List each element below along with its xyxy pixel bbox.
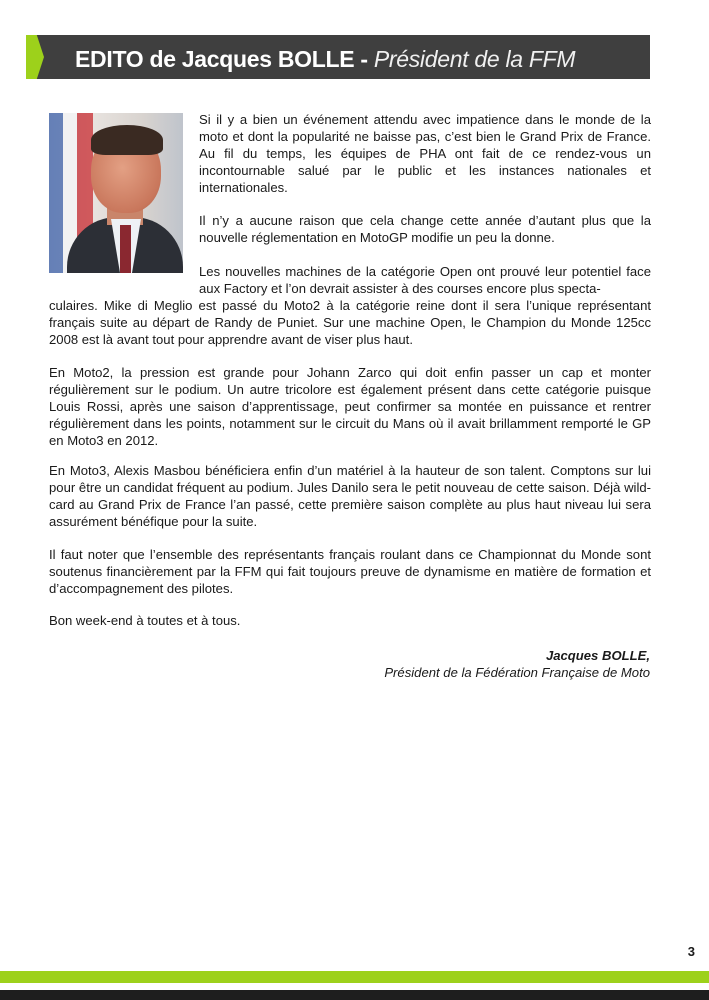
paragraph-4: En Moto2, la pression est grande pour Johann Zarco qui doit enfin passer un cap et monter régulièrement sur le podium. Un autre tricolore est également présent dans cette catégorie puisque Louis Rossi, après une saison d’apprentissage, peut confirmer sa montée en puissance et rentrer régulièrement dans les points, notamment sur le circuit du Mans où il avait brillamment remporté le GP en Moto3 en 2012. — [49, 365, 651, 448]
paragraph-1: Si il y a bien un événement attendu avec impatience dans le monde de la moto et dont la popularité ne baisse pas, c’est bien le Grand Prix de France. Au fil du temps, les équipes de PHA ont fait de ce rendez-vous un incontournable salué par le public et les instances nationales et internationales. — [199, 112, 651, 195]
footer-dark-band — [0, 990, 709, 1000]
portrait-tie — [120, 225, 131, 273]
paragraph-3-bottom: culaires. Mike di Meglio est passé du Moto2 à la catégorie reine dont il sera l’unique représentant français suite au départ de Randy de Puniet. Sur une machine Open, le Champion du Monde 125cc 2008 est là avant tout pour apprendre avant de viser plus haut. — [49, 298, 651, 347]
title-subtitle: Président de la FFM — [373, 46, 576, 72]
footer-green-band — [0, 971, 709, 983]
page-title — [75, 44, 575, 74]
signature-name: Jacques BOLLE, — [545, 648, 650, 663]
signature-role: Président de la Fédération Française de Moto — [384, 665, 650, 680]
title-main: EDITO de Jacques BOLLE - — [75, 46, 368, 72]
portrait-hair — [91, 125, 163, 155]
signature-block — [384, 647, 650, 681]
flag-stripe-blue — [49, 113, 63, 273]
paragraph-5: En Moto3, Alexis Masbou bénéficiera enfin d’un matériel à la hauteur de son talent. Comptons sur lui pour être un candidat fréquent au podium. Jules Danilo sera le petit nouveau de cette saison. Déjà wild-card au Grand Prix de France l’an passé, cette première saison complète au plus haut niveau lui sera assurément bénéfique pour la suite. — [49, 463, 651, 529]
paragraph-2: Il n’y a aucune raison que cela change cette année d’autant plus que la nouvelle réglementation en MotoGP modifie un peu la donne. — [199, 213, 651, 245]
portrait-photo — [49, 113, 183, 273]
page-number: 3 — [687, 944, 695, 959]
paragraph-6: Il faut noter que l’ensemble des représentants français roulant dans ce Championnat du Monde sont soutenus financièrement par la FFM qui fait toujours preuve de dynamisme en matière de formation et d’accompagnement des pilotes. — [49, 547, 651, 596]
paragraph-3-top: Les nouvelles machines de la catégorie Open ont prouvé leur potentiel face aux Factory et l’on devrait assister à des courses encore plus specta- — [199, 264, 651, 296]
paragraph-7: Bon week-end à toutes et à tous. — [49, 613, 241, 628]
